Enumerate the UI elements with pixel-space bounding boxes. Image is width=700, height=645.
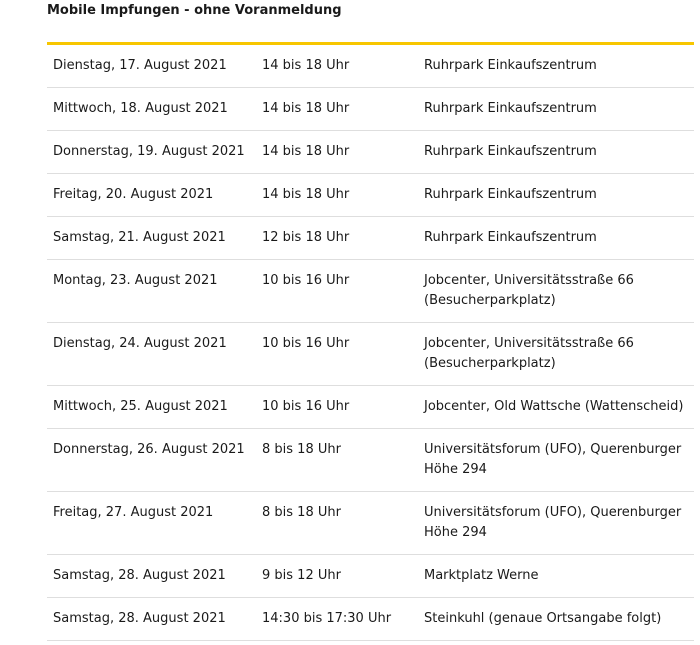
location-cell: Ruhrpark Einkaufszentrum <box>418 131 694 174</box>
time-cell: 10 bis 16 Uhr <box>256 323 418 386</box>
table-row <box>47 174 694 217</box>
table-row <box>47 88 694 131</box>
time-cell: 14 bis 18 Uhr <box>256 44 418 88</box>
date-cell: Donnerstag, 26. August 2021 <box>47 429 256 492</box>
time-cell: 8 bis 18 Uhr <box>256 429 418 492</box>
table-row <box>47 260 694 323</box>
time-cell: 14:30 bis 17:30 Uhr <box>256 598 418 641</box>
location-cell: Marktplatz Werne <box>418 555 694 598</box>
time-cell: 14 bis 18 Uhr <box>256 174 418 217</box>
table-row <box>47 323 694 386</box>
time-cell: 10 bis 16 Uhr <box>256 260 418 323</box>
location-cell: Jobcenter, Universitätsstraße 66 (Besucherparkplatz) <box>418 323 694 386</box>
table-row <box>47 44 694 88</box>
time-cell: 10 bis 16 Uhr <box>256 386 418 429</box>
location-cell: Ruhrpark Einkaufszentrum <box>418 217 694 260</box>
location-cell: Ruhrpark Einkaufszentrum <box>418 88 694 131</box>
table-row <box>47 131 694 174</box>
date-cell: Freitag, 20. August 2021 <box>47 174 256 217</box>
table-row <box>47 598 694 641</box>
table-row <box>47 429 694 492</box>
date-cell: Dienstag, 17. August 2021 <box>47 44 256 88</box>
table-row <box>47 217 694 260</box>
location-cell: Universitätsforum (UFO), Querenburger Höhe 294 <box>418 429 694 492</box>
table-row <box>47 386 694 429</box>
table-row <box>47 492 694 555</box>
time-cell: 14 bis 18 Uhr <box>256 88 418 131</box>
date-cell: Dienstag, 24. August 2021 <box>47 323 256 386</box>
location-cell: Jobcenter, Old Wattsche (Wattenscheid) <box>418 386 694 429</box>
time-cell: 14 bis 18 Uhr <box>256 131 418 174</box>
location-cell: Ruhrpark Einkaufszentrum <box>418 44 694 88</box>
date-cell: Samstag, 28. August 2021 <box>47 555 256 598</box>
page-title: Mobile Impfungen - ohne Voranmeldung <box>47 3 342 18</box>
location-cell: Steinkuhl (genaue Ortsangabe folgt) <box>418 598 694 641</box>
date-cell: Samstag, 21. August 2021 <box>47 217 256 260</box>
date-cell: Montag, 23. August 2021 <box>47 260 256 323</box>
time-cell: 12 bis 18 Uhr <box>256 217 418 260</box>
location-cell: Jobcenter, Universitätsstraße 66 (Besucherparkplatz) <box>418 260 694 323</box>
date-cell: Donnerstag, 19. August 2021 <box>47 131 256 174</box>
table-row <box>47 555 694 598</box>
date-cell: Freitag, 27. August 2021 <box>47 492 256 555</box>
date-cell: Mittwoch, 18. August 2021 <box>47 88 256 131</box>
location-cell: Universitätsforum (UFO), Querenburger Höhe 294 <box>418 492 694 555</box>
date-cell: Samstag, 28. August 2021 <box>47 598 256 641</box>
time-cell: 8 bis 18 Uhr <box>256 492 418 555</box>
location-cell: Ruhrpark Einkaufszentrum <box>418 174 694 217</box>
date-cell: Mittwoch, 25. August 2021 <box>47 386 256 429</box>
vaccination-schedule-table <box>47 42 694 641</box>
time-cell: 9 bis 12 Uhr <box>256 555 418 598</box>
